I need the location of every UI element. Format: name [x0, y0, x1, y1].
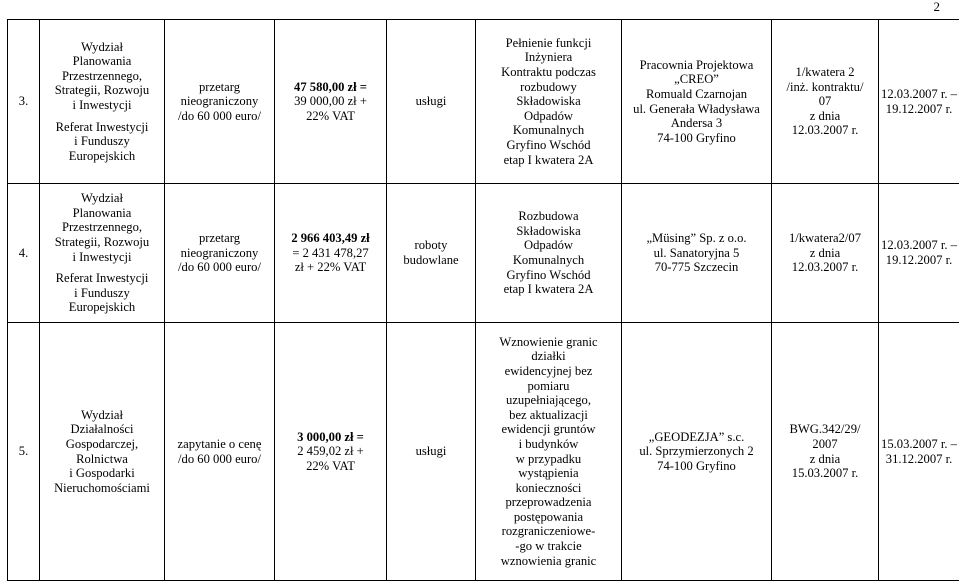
contract-line: BWG.342/29/: [774, 422, 876, 437]
subject-line: Rozbudowa: [478, 209, 619, 224]
department-line: i Inwestycji: [42, 98, 162, 113]
term-cell: [879, 20, 959, 184]
type-cell: [387, 323, 476, 581]
contract-line: 12.03.2007 r.: [774, 123, 876, 138]
contractor-line: ul. Sprzymierzonych 2: [624, 444, 769, 459]
procedure-line: /do 60 000 euro/: [167, 260, 272, 275]
subject-cell: [476, 20, 622, 184]
subject-line: postępowania: [478, 510, 619, 525]
contract-line: 12.03.2007 r.: [774, 260, 876, 275]
type-line: usługi: [389, 444, 473, 459]
row-number: 4.: [19, 246, 28, 260]
department-sub-line: Referat Inwestycji: [42, 271, 162, 286]
procedure-line: zapytanie o cenę: [167, 437, 272, 452]
department-sub-line: Europejskich: [42, 300, 162, 315]
contractor-line: 70-775 Szczecin: [624, 260, 769, 275]
procedure-cell: [165, 323, 275, 581]
type-cell: [387, 20, 476, 184]
subject-line: działki: [478, 349, 619, 364]
department-line: Planowania: [42, 206, 162, 221]
subject-line: ewidencji gruntów: [478, 422, 619, 437]
subject-line: wznowienia granic: [478, 554, 619, 569]
page-number: 2: [934, 0, 941, 15]
department-line: Nieruchomościami: [42, 481, 162, 496]
subject-line: -go w trakcie: [478, 539, 619, 554]
type-cell: [387, 184, 476, 323]
subject-line: Inżyniera: [478, 50, 619, 65]
contractor-line: „GEODEZJA” s.c.: [624, 430, 769, 445]
subject-line: etap I kwatera 2A: [478, 153, 619, 168]
subject-line: etap I kwatera 2A: [478, 282, 619, 297]
value-line: 22% VAT: [277, 109, 384, 124]
contractor-line: „Müsing” Sp. z o.o.: [624, 231, 769, 246]
contract-line: z dnia: [774, 246, 876, 261]
term-line: 12.03.2007 r. –: [881, 238, 957, 253]
subject-line: uzupełniającego,: [478, 393, 619, 408]
row-number-cell: [8, 184, 40, 323]
term-cell: [879, 323, 959, 581]
department-line: Wydział: [42, 408, 162, 423]
department-sub-line: Referat Inwestycji: [42, 120, 162, 135]
department-line: i Gospodarki: [42, 466, 162, 481]
subject-line: Odpadów: [478, 109, 619, 124]
contractor-cell: [622, 184, 772, 323]
contractor-line: ul. Generała Władysława: [624, 102, 769, 117]
row-number-cell: [8, 20, 40, 184]
subject-line: Odpadów: [478, 238, 619, 253]
contract-cell: [772, 184, 879, 323]
subject-line: Wznowienie granic: [478, 335, 619, 350]
procedure-line: nieograniczony: [167, 246, 272, 261]
procedure-cell: [165, 184, 275, 323]
subject-line: konieczności: [478, 481, 619, 496]
value-gross: 47 580,00 zł =: [277, 80, 384, 95]
value-gross: 2 966 403,49 zł: [277, 231, 384, 246]
department-cell: [40, 184, 165, 323]
contract-cell: [772, 20, 879, 184]
department-line: Wydział: [42, 191, 162, 206]
value-cell: [275, 20, 387, 184]
department-cell: [40, 323, 165, 581]
procedure-line: /do 60 000 euro/: [167, 109, 272, 124]
subject-line: Pełnienie funkcji: [478, 36, 619, 51]
contract-line: z dnia: [774, 452, 876, 467]
type-line: usługi: [389, 94, 473, 109]
subject-line: przeprowadzenia: [478, 495, 619, 510]
value-gross: 3 000,00 zł =: [277, 430, 384, 445]
value-line: 39 000,00 zł +: [277, 94, 384, 109]
contractor-cell: [622, 323, 772, 581]
value-line: 22% VAT: [277, 459, 384, 474]
contract-line: z dnia: [774, 109, 876, 124]
procedure-line: przetarg: [167, 80, 272, 95]
department-line: Przestrzennego,: [42, 69, 162, 84]
value-line: = 2 431 478,27: [277, 246, 384, 261]
contracts-table: [7, 19, 959, 581]
subject-line: Gryfino Wschód: [478, 138, 619, 153]
spacer: [42, 113, 162, 120]
department-line: Strategii, Rozwoju: [42, 83, 162, 98]
contract-line: 2007: [774, 437, 876, 452]
procedure-line: przetarg: [167, 231, 272, 246]
term-line: 19.12.2007 r.: [881, 102, 957, 117]
department-line: Gospodarczej,: [42, 437, 162, 452]
subject-cell: [476, 323, 622, 581]
subject-line: Składowiska: [478, 224, 619, 239]
subject-line: Komunalnych: [478, 123, 619, 138]
table-row: [8, 323, 959, 581]
contract-cell: [772, 323, 879, 581]
contract-line: 1/kwatera2/07: [774, 231, 876, 246]
subject-line: Gryfino Wschód: [478, 268, 619, 283]
type-line: budowlane: [389, 253, 473, 268]
department-line: Przestrzennego,: [42, 220, 162, 235]
subject-line: rozbudowy: [478, 80, 619, 95]
contractor-line: Andersa 3: [624, 116, 769, 131]
table-row: [8, 184, 959, 323]
contractor-line: Pracownia Projektowa: [624, 58, 769, 73]
row-number: 5.: [19, 444, 28, 458]
subject-line: Kontraktu podczas: [478, 65, 619, 80]
contractor-cell: [622, 20, 772, 184]
term-line: 12.03.2007 r. –: [881, 87, 957, 102]
term-cell: [879, 184, 959, 323]
subject-line: Komunalnych: [478, 253, 619, 268]
procedure-line: nieograniczony: [167, 94, 272, 109]
department-line: Rolnictwa: [42, 452, 162, 467]
term-line: 19.12.2007 r.: [881, 253, 957, 268]
subject-line: i budynków: [478, 437, 619, 452]
department-sub-line: Europejskich: [42, 149, 162, 164]
term-line: 15.03.2007 r. –: [881, 437, 957, 452]
department-line: i Inwestycji: [42, 250, 162, 265]
contract-line: /inż. kontraktu/: [774, 80, 876, 95]
subject-line: w przypadku: [478, 452, 619, 467]
term-line: 31.12.2007 r.: [881, 452, 957, 467]
department-line: Wydział: [42, 40, 162, 55]
contractor-line: „CREO”: [624, 72, 769, 87]
spacer: [42, 264, 162, 271]
type-line: roboty: [389, 238, 473, 253]
department-line: Strategii, Rozwoju: [42, 235, 162, 250]
value-cell: [275, 184, 387, 323]
row-number: 3.: [19, 94, 28, 108]
table-row: [8, 20, 959, 184]
contractor-line: Romuald Czarnojan: [624, 87, 769, 102]
subject-line: wystąpienia: [478, 466, 619, 481]
value-line: zł + 22% VAT: [277, 260, 384, 275]
contract-line: 07: [774, 94, 876, 109]
subject-cell: [476, 184, 622, 323]
contract-line: 15.03.2007 r.: [774, 466, 876, 481]
department-line: Planowania: [42, 54, 162, 69]
subject-line: rozgraniczeniowe-: [478, 524, 619, 539]
department-sub-line: i Funduszy: [42, 134, 162, 149]
subject-line: pomiaru: [478, 379, 619, 394]
department-line: Działalności: [42, 422, 162, 437]
contractor-line: 74-100 Gryfino: [624, 131, 769, 146]
procedure-cell: [165, 20, 275, 184]
row-number-cell: [8, 323, 40, 581]
subject-line: ewidencyjnej bez: [478, 364, 619, 379]
value-line: 2 459,02 zł +: [277, 444, 384, 459]
department-sub-line: i Funduszy: [42, 286, 162, 301]
value-cell: [275, 323, 387, 581]
contract-line: 1/kwatera 2: [774, 65, 876, 80]
subject-line: Składowiska: [478, 94, 619, 109]
procedure-line: /do 60 000 euro/: [167, 452, 272, 467]
contractor-line: 74-100 Gryfino: [624, 459, 769, 474]
contractor-line: ul. Sanatoryjna 5: [624, 246, 769, 261]
department-cell: [40, 20, 165, 184]
subject-line: bez aktualizacji: [478, 408, 619, 423]
